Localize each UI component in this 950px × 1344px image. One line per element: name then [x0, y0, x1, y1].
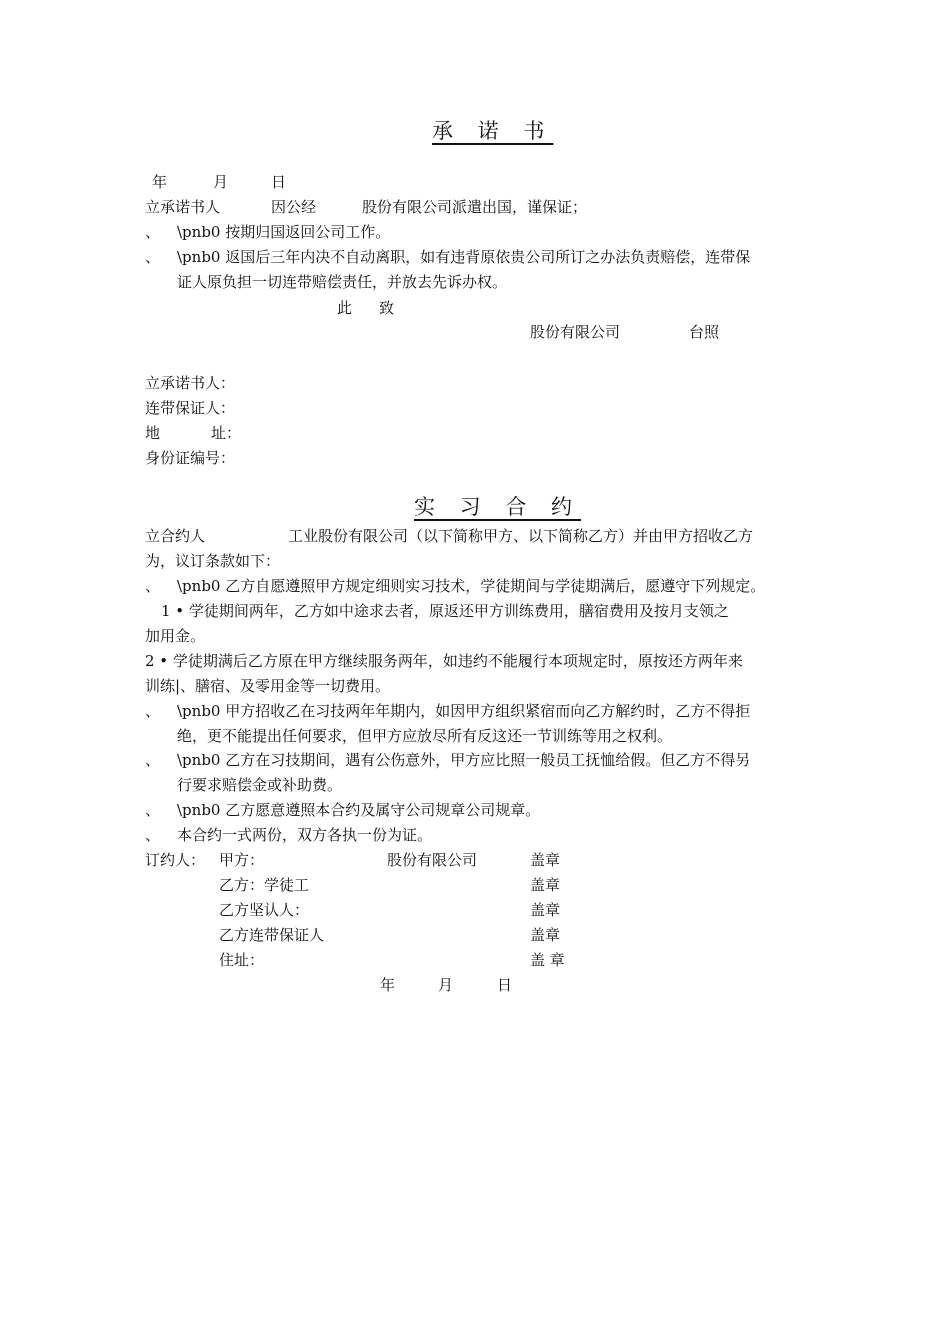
pledge-salute-b: 致	[379, 299, 395, 317]
signer-address-seal: 盖 章	[530, 951, 565, 969]
pledge-field-pledger: 立承诺书人：	[145, 374, 236, 392]
contract-sub2-cont: 训练|、膳宿、及零用金等一切费用。	[145, 677, 391, 695]
pledge-line1-a: 立承诺书人	[145, 198, 221, 216]
pledge-date-day: 日	[271, 173, 287, 191]
contract-item3-mark: 、	[145, 751, 161, 769]
pledge-item2-mark: 、	[145, 248, 161, 266]
pledge-field-address-a: 地	[145, 424, 161, 442]
contract-item4-mark: 、	[145, 801, 161, 819]
contract-item3-text: \pnb0 乙方在习技期间，遇有公伤意外，甲方应比照一般员工抚恤给假。但乙方不得另	[177, 751, 751, 769]
contract-title: 实 习 合 约	[414, 495, 582, 519]
pledge-field-address-b: 址：	[211, 424, 242, 442]
contract-sub2-text: 2 • 学徒期满后乙方原在甲方继续服务两年，如违约不能履行本项规定时，原按还方两年来	[145, 652, 743, 670]
pledge-salute-a: 此	[337, 299, 353, 317]
contract-date-day: 日	[497, 976, 513, 994]
pledge-item2-cont: 证人原负担一切连带赔偿责任，并放去先诉办权。	[177, 273, 508, 291]
pledge-item1-text: \pnb0 按期归国返回公司工作。	[177, 223, 391, 241]
signer-party-a-company: 股份有限公司	[387, 851, 478, 869]
pledge-item1-mark: 、	[145, 223, 161, 241]
pledge-title: 承 诺 书	[432, 119, 554, 143]
contract-intro-b: 工业股份有限公司（以下简称甲方、以下简称乙方）并由甲方招收乙方	[288, 527, 754, 545]
signer-party-b: 乙方：学徒工	[219, 876, 310, 894]
contract-intro-a: 立合约人	[145, 527, 206, 545]
contract-item3-cont: 行要求赔偿金或补助费。	[177, 776, 343, 794]
pledge-recipient-suffix: 台照	[689, 323, 720, 341]
signer-address: 住址：	[219, 951, 265, 969]
signers-label: 订约人：	[145, 851, 206, 869]
contract-item5-mark: 、	[145, 826, 161, 844]
signer-confirmer: 乙方坚认人：	[219, 901, 310, 919]
contract-date-year: 年	[380, 976, 396, 994]
signer-party-a-seal: 盖章	[530, 851, 561, 869]
contract-item1-mark: 、	[145, 577, 161, 595]
pledge-line1-b: 因公经	[271, 198, 317, 216]
contract-item5-text: 本合约一式两份，双方各执一份为证。	[177, 826, 433, 844]
pledge-date-year: 年	[152, 173, 168, 191]
pledge-date-month: 月	[213, 173, 229, 191]
contract-item2-mark: 、	[145, 702, 161, 720]
signer-party-b-seal: 盖章	[530, 876, 561, 894]
contract-item4-text: \pnb0 乙方愿意遵照本合约及属守公司规章公司规章。	[177, 801, 541, 819]
pledge-line1-c: 股份有限公司派遣出国，谨保证；	[362, 198, 588, 216]
contract-date-month: 月	[438, 976, 454, 994]
signer-guarantor: 乙方连带保证人	[219, 926, 325, 944]
contract-item2-cont: 绝，更不能提出任何要求，但甲方应放尽所有反这还一节训练等用之权利。	[177, 727, 673, 745]
contract-item2-text: \pnb0 甲方招收乙在习技两年年期内，如因甲方组织紧宿而向乙方解约时，乙方不得拒	[177, 702, 751, 720]
pledge-item2-text: \pnb0 返国后三年内决不自动离职，如有违背原依贵公司所订之办法负责赔偿，连带保	[177, 248, 751, 266]
pledge-field-guarantor: 连带保证人：	[145, 399, 236, 417]
contract-intro-c: 为，议订条款如下：	[145, 552, 281, 570]
signer-confirmer-seal: 盖章	[530, 901, 561, 919]
contract-sub1-cont: 加用金。	[145, 627, 206, 645]
pledge-recipient-company: 股份有限公司	[530, 323, 621, 341]
contract-item1-text: \pnb0 乙方自愿遵照甲方规定细则实习技术，学徒期间与学徒期满后，愿遵守下列规定。	[177, 577, 766, 595]
pledge-field-id: 身份证编号：	[145, 449, 236, 467]
contract-sub1-text: 1 • 学徒期间两年，乙方如中途求去者，原返还甲方训练费用，膳宿费用及按月支领之	[161, 602, 729, 620]
signer-guarantor-seal: 盖章	[530, 926, 561, 944]
signer-party-a: 甲方：	[219, 851, 265, 869]
